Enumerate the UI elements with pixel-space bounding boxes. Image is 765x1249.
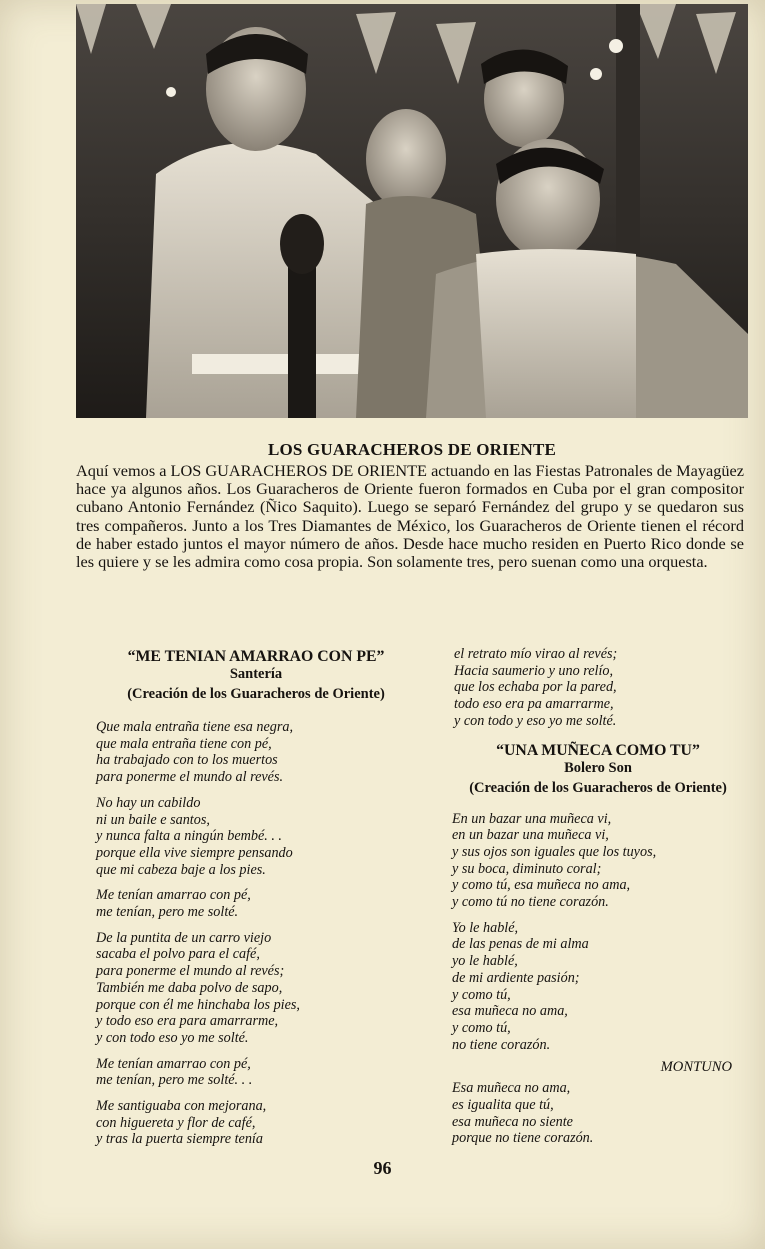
lyric-line: También me daba polvo de sapo,: [96, 979, 283, 996]
lyric-line: y como tú, esa muñeca no ama,: [452, 877, 631, 894]
lyric-line: yo le hablé,: [452, 953, 518, 970]
song-right-column: [438, 646, 758, 1147]
lyric-line: todo eso era pa amarrarme,: [454, 696, 614, 713]
lyric-line: y como tú,: [452, 986, 511, 1003]
stanza: [96, 719, 416, 786]
lyric-line: y como tú no tiene corazón.: [452, 894, 609, 911]
lyric-line: y todo eso era para amarrarme,: [96, 1013, 279, 1030]
stanza: [452, 1080, 758, 1147]
song1-column: [96, 648, 416, 1148]
lyric-line: Yo le hablé,: [452, 919, 519, 936]
song1-genre: Santería: [229, 666, 283, 682]
lyric-line: con higuereta y flor de café,: [96, 1114, 256, 1131]
lyric-line: ni un baile e santos,: [96, 811, 210, 828]
lyric-line: me tenían, pero me solté.: [96, 904, 239, 921]
lyric-line: porque con él me hinchaba los pies,: [96, 996, 300, 1013]
lyric-line: porque no tiene corazón.: [452, 1130, 594, 1147]
stanza: [96, 1098, 416, 1148]
stanza: [96, 887, 416, 920]
stanza: [96, 930, 416, 1047]
lyric-line: Que mala entraña tiene esa negra,: [96, 719, 294, 735]
lyric-line: me tenían, pero me solté. . .: [96, 1072, 253, 1089]
lyric-line: porque ella vive siempre pensando: [96, 844, 293, 861]
song2-montuno: [452, 1080, 758, 1147]
intro-paragraph: Aquí vemos a LOS GUARACHEROS DE ORIENTE actuando en las Fiestas Patronales de Mayagüez hace ya algunos años. Los Guaracheros de Oriente fueron formados en Cuba por el gran compositor cubano Antonio Fernández (Ñico Saquito). Luego se separó Fernández del grupo y se quedaron sus tres compañeros. Junto a los Tres Diamantes de México, los Guaracheros de Oriente tienen el récord de haber estado juntos el mayor número de años. Desde hace mucho residen en Puerto Rico donde se les quiere y se les admira como cosa propia. Son solamente tres, pero suenan como una orquesta.: [76, 461, 744, 572]
song2-lyrics: [452, 811, 758, 1054]
stanza: [96, 1056, 416, 1089]
lyric-line: en un bazar una muñeca vi,: [452, 827, 609, 844]
lyric-line: y tras la puerta siempre tenía: [96, 1131, 263, 1148]
lyric-line: No hay un cabildo: [96, 794, 201, 811]
song2-genre: Bolero Son: [564, 759, 632, 776]
lyric-line: Me tenían amarrao con pé,: [96, 887, 251, 904]
lyric-line: y su boca, diminuto coral;: [452, 860, 602, 877]
lyric-line: Esa muñeca no ama,: [452, 1080, 571, 1097]
stanza: [452, 811, 758, 911]
lyric-line: es igualita que tú,: [452, 1097, 554, 1114]
lyric-line: el retrato mío virao al revés;: [454, 646, 618, 662]
montuno-label: MONTUNO: [660, 1059, 732, 1076]
song2-title: “UNA MUÑECA COMO TU”: [496, 741, 700, 759]
lyric-line: De la puntita de un carro viejo: [96, 929, 272, 946]
song1-credit: (Creación de los Guaracheros de Oriente): [127, 686, 385, 702]
article-headline: LOS GUARACHEROS DE ORIENTE: [267, 440, 557, 459]
band-photo: [76, 4, 748, 418]
lyric-line: y sus ojos son iguales que los tuyos,: [452, 843, 657, 860]
lyric-line: de mi ardiente pasión;: [452, 969, 580, 986]
lyric-line: y con todo y eso yo me solté.: [454, 712, 617, 729]
lyric-line: Hacia saumerio y uno relío,: [454, 662, 614, 679]
lyric-line: En un bazar una muñeca vi,: [452, 810, 612, 827]
lyric-line: y con todo eso yo me solté.: [96, 1029, 249, 1046]
lyric-line: esa muñeca no ama,: [452, 1003, 568, 1020]
lyric-line: Me tenían amarrao con pé,: [96, 1055, 251, 1072]
song1-lyrics: [96, 719, 416, 1148]
lyric-line: esa muñeca no siente: [452, 1113, 573, 1130]
stanza: [452, 920, 758, 1054]
lyric-line: de las penas de mi alma: [452, 936, 589, 953]
lyric-line: sacaba el polvo para el café,: [96, 946, 260, 963]
stanza: [96, 795, 416, 879]
lyric-line: y como tú,: [452, 1019, 511, 1036]
song1-title: “ME TENIAN AMARRAO CON PE”: [127, 648, 385, 665]
stanza: [454, 646, 758, 730]
song2-credit: (Creación de los Guaracheros de Oriente): [469, 779, 727, 796]
lyric-line: que los echaba por la pared,: [454, 679, 617, 696]
page-number: 96: [373, 1158, 392, 1178]
lyric-line: Me santiguaba con mejorana,: [96, 1098, 267, 1115]
song1-continuation: [454, 646, 758, 730]
lyric-line: no tiene corazón.: [452, 1036, 551, 1053]
lyric-line: y nunca falta a ningún bembé. . .: [96, 828, 282, 845]
lyric-line: para ponerme el mundo al revés;: [96, 963, 285, 980]
lyric-line: que mi cabeza baje a los pies.: [96, 861, 266, 878]
lyric-line: que mala entraña tiene con pé,: [96, 735, 272, 752]
lyric-line: ha trabajado con to los muertos: [96, 752, 278, 769]
lyric-line: para ponerme el mundo al revés.: [96, 769, 284, 786]
